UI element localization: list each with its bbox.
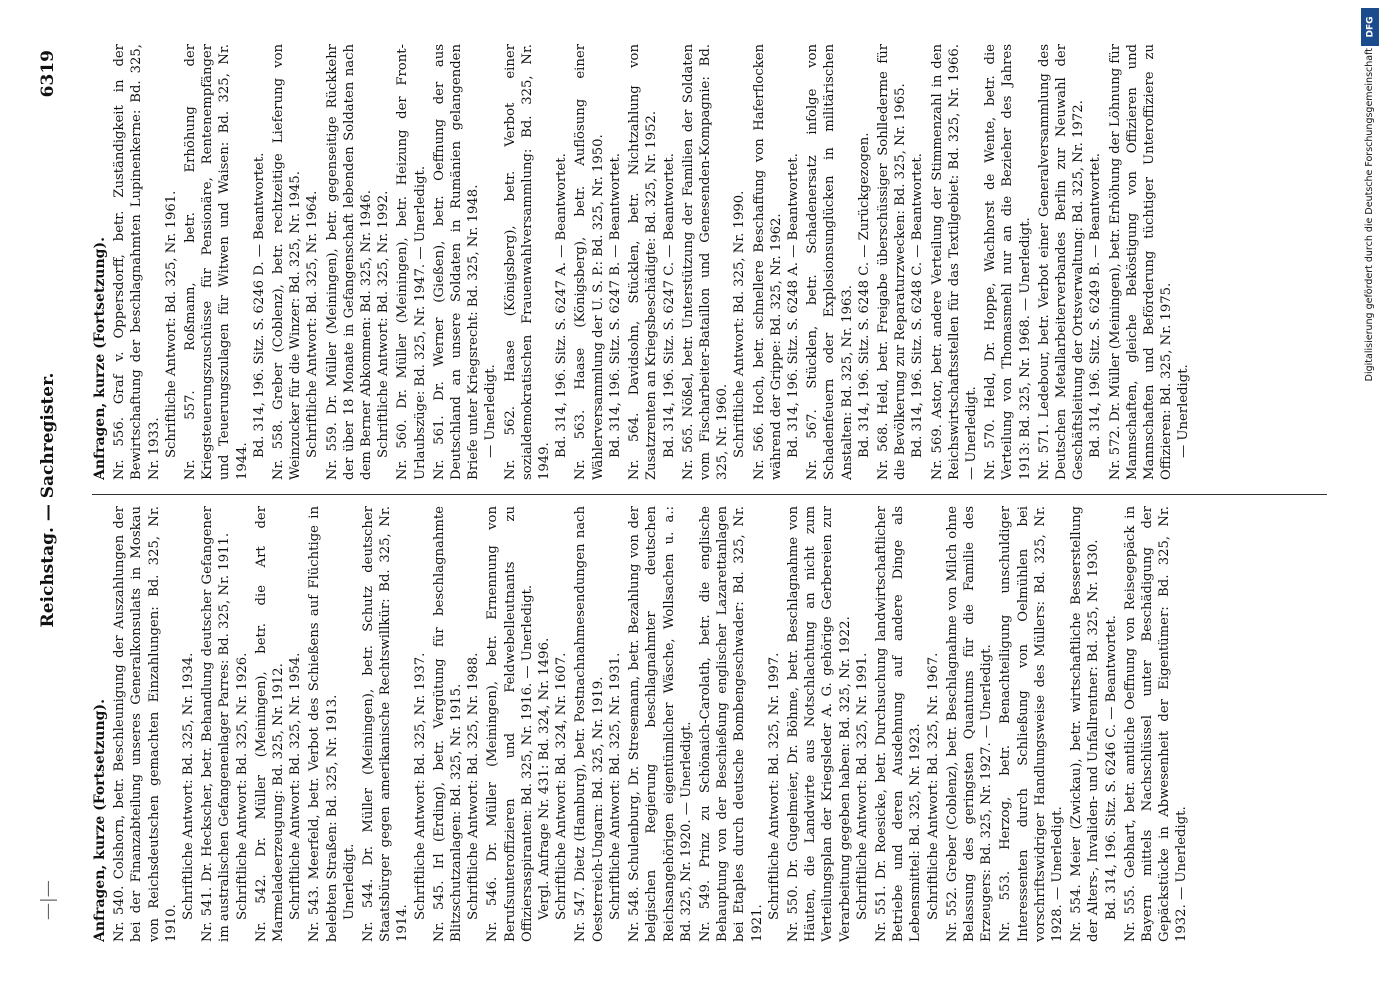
entry <box>502 44 571 480</box>
entry-text: Nr. 554. Meier (Zwickau), betr. wirtschaftliche Besserstellung der Alters-, Invaliden- und Unfallrentner: Bd. 325, Nr. 1930. <box>1069 506 1102 942</box>
entry <box>785 506 871 942</box>
entry-text: Nr. 553. Herzog, betr. Benachteiligung unschuldiger Interessenten durch Schließung von Oelmühlen bei vorschriftswidriger Handlungsweise des Müllers: Bd. 325, Nr. 1928. — Unerledigt. <box>998 506 1065 942</box>
entry-text: Nr. 559. Dr. Müller (Meiningen), betr. gegenseitige Rückkehr der über 18 Monate in Gefangenschaft lebenden Soldaten nach dem Berner Abkommen: Bd. 325, Nr. 1946. <box>324 44 375 480</box>
entry-text: Nr. 550. Dr. Gugelmeier, Dr. Böhme, betr. Beschlagnahme von Häuten, die Landwirte aus Notschlachtung an nicht zum Verteilungsplan der Kriegsleder A. G. gehörige Gerbereien zur Verarbeitung gegeben haben: Bd. 325, Nr. 1922. <box>785 506 853 942</box>
entry-text: Nr. 558. Greber (Coblenz), betr. rechtzeitige Lieferung von Weinzucker für die Winzer: Bd. 325, Nr. 1945. <box>271 44 304 480</box>
entry <box>1036 44 1105 480</box>
entry-status: — Unerledigt. <box>1176 364 1192 458</box>
entry-answer: Schriftliche Antwort: Bd. 325, Nr. 1992. <box>376 190 392 458</box>
entry <box>626 44 678 480</box>
entry-answer: Bd. 314, 196. Sitz. S. 6248 A. — Beantwortet. <box>785 153 801 458</box>
entry-text: Nr. 557. Roßmann, betr. Erhöhung der Kriegsteuerungszuschüsse für Pensionäre, Rentenempfänger und Teuerungszulagen für Witwen und Waisen: Bd. 325, Nr. 1944. <box>183 44 250 480</box>
entry <box>873 506 942 942</box>
entry <box>572 44 624 480</box>
entry-text: Nr. 546. Dr. Müller (Meiningen), betr. Ernennung von Berufsunteroffizieren und Feldwebelleutnants zu Offiziersaspiranten: Bd. 325, Nr. 1916. — Unerledigt. <box>485 506 535 942</box>
entry-answer: Schriftliche Antwort: Bd. 325, Nr. 1931. <box>607 652 623 920</box>
entry-text: Nr. 555. Gebhart, betr. amtliche Oeffnung von Reisegepäck in Bayern mittels Nachschlüssel unter Beschädigung der Gepäckstücke in Abwesenheit der Eigentümer: Bd. 325, Nr. 1932. — Unerledigt. <box>1122 506 1190 942</box>
entry <box>1068 506 1120 942</box>
entry-ref: Vergl. Anfrage Nr. 431: Bd. 324, Nr. 1496. <box>537 637 553 920</box>
entry-answer: Bd. 314, 196. Sitz. S. 6249 B. — Beantwortet. <box>1088 153 1104 458</box>
entry <box>253 506 305 942</box>
entry-text: Nr. 567. Stücklen, betr. Schadenersatz infolge von Schadenfeuern oder Explosionsunglücken in militärischen Anstalten: Bd. 325, Nr. 1963. <box>805 44 855 480</box>
entry <box>1122 506 1191 942</box>
entry-answer: Schriftliche Antwort: Bd. 325, Nr. 1937. <box>412 652 428 920</box>
entry <box>360 506 429 942</box>
entry-text: Nr. 556. Graf v. Oppersdorff, betr. Zuständigkeit in der Bewirtschaftung der beschlagnahmten Lupinenkerne: Bd. 325, Nr. 1933. <box>112 44 162 480</box>
entry <box>751 44 803 480</box>
entry-status: Unerledigt. <box>341 843 357 920</box>
entry <box>199 506 251 942</box>
entry <box>484 506 570 942</box>
entry-answer: Schriftliche Antwort: Bd. 325, Nr. 1934. <box>181 652 197 920</box>
entry-answer: Bd. 314, 196. Sitz. S. 6246 D. — Beantwortet. <box>251 152 267 458</box>
page-number: 6319 <box>38 50 58 98</box>
entry-answer: Bd. 314, 196. Sitz. S. 6246 C. — Beantwortet. <box>1103 615 1119 920</box>
margin-mark: —|— <box>38 880 58 920</box>
entry <box>572 506 624 942</box>
entry-list <box>111 44 1192 480</box>
entry-answer: Schriftliche Antwort: Bd. 324, Nr. 1607. <box>554 652 570 920</box>
entry-text: Nr. 548. Schulenburg, Dr. Stresemann, betr. Bezahlung von der belgischen Regierung beschlagnahmter deutschen Reichsangehörigen eigentümlicher Wäsche, Wollsachen u. a.: Bd. 325, Nr. 1920. — Unerledigt. <box>627 506 694 942</box>
dfg-logo <box>1361 8 1379 46</box>
entry-answer: Schriftliche Antwort: Bd. 325, Nr. 1964. <box>305 190 321 458</box>
entry-text: Nr. 568. Held, betr. Freigabe überschüssiger Sohllederme für die Bevölkerung zur Reparaturzwecken: Bd. 325, Nr. 1965. <box>875 44 909 480</box>
left-column <box>92 506 1342 942</box>
entry <box>431 506 483 942</box>
entry-status: — Unerledigt. <box>483 364 499 458</box>
entry-text: Nr. 543. Meerfeld, betr. Verbot des Schießens auf Flüchtige in belebten Straßen: Bd. 325, Nr. 1913. <box>307 506 340 942</box>
entry <box>875 44 927 480</box>
entry-text: Nr. 542. Dr. Müller (Meiningen), betr. die Art der Marmeladeerzeugung: Bd. 325, Nr. 1912. <box>253 506 287 942</box>
entry <box>394 44 428 480</box>
entry-text: Nr. 563. Haase (Königsberg), betr. Auflösung einer Wählerversammlung der U. S. P.: Bd. 325, Nr. 1950. <box>573 44 606 480</box>
entry-text: Nr. 551. Dr. Roesicke, betr. Durchsuchung landwirtschaftlicher Betriebe und deren Ausdehnung auf andere Dinge als Lebensmittel: Bd. 325, Nr. 1923. <box>873 506 924 942</box>
entry-answer: Bd. 314, 196. Sitz. S. 6247 B. — Beantwortet. <box>607 153 623 458</box>
entry-text: Nr. 549. Prinz zu Schönaich-Carolath, betr. die englische Behauptung von der Beschießung englischer Lazarettanlagen bei Etaples durch deutsche Bombengeschwader: Bd. 325, Nr. 1921. <box>697 506 765 942</box>
entry <box>111 44 180 480</box>
entry <box>111 506 197 942</box>
digitization-text: Digitalisierung gefördert durch die Deutsche Forschungsgemeinschaft <box>1364 48 1375 382</box>
entry-answer: Bd. 314, 196. Sitz. S. 6247 C. — Beantwortet. <box>661 153 677 458</box>
entry <box>680 44 749 480</box>
entry-answer: Bd. 314, 196. Sitz. S. 6248 C. — Zurückgezogen. <box>856 132 872 458</box>
entry <box>1107 44 1193 480</box>
entry-text: Nr. 540. Colshorn, betr. Beschleunigung der Auszahlungen der bei der Finanzabteilung unseres Generalkonsulats in Moskau von Reichsdeutschen gemachten Einzahlungen: Bd. 325, Nr. 1910. <box>112 506 179 942</box>
entry-text: Nr. 564. Davidsohn, Stücklen, betr. Nichtzahlung von Zusatzrenten an Kriegsbeschädigte: Bd. 325, Nr. 1952. <box>627 44 660 480</box>
entry-text: Nr. 570. Held, Dr. Hoppe, Wachhorst de Wente, betr. die Verteilung von Thomasmehl nur an die Bezieher des Jahres 1913: Bd. 325, Nr. 1968. — Unerledigt. <box>983 44 1033 480</box>
entry-text: Nr. 565. Nößel, betr. Unterstützung der Familien der Soldaten vom Fischarbeiter-Bataillon und Genesenden-Kompagnie: Bd. 325, Nr. 1960. <box>680 44 731 480</box>
entry <box>626 506 695 942</box>
column-heading: Anfragen, kurze (Fortsetzung). <box>92 237 108 480</box>
entry-text: Nr. 547. Dietz (Hamburg), betr. Postnachnahmesendungen nach Oesterreich-Ungarn: Bd. 325, Nr. 1919. <box>573 506 606 942</box>
digitization-note <box>1363 0 1377 1000</box>
entry-list <box>111 506 1190 942</box>
column-divider <box>92 494 1327 495</box>
entry <box>182 44 268 480</box>
entry-answer: Schriftliche Antwort: Bd. 325, Nr. 1991. <box>854 652 870 920</box>
entry-text: Nr. 561. Dr. Werner (Gießen), betr. Oeffnung der aus Deutschland an unsere Soldaten in Rumänien gelangenden Briefe unter Kriegsrecht: Bd. 325, Nr. 1948. <box>431 44 482 480</box>
entry-text: Nr. 569. Astor, betr. andere Verteilung der Stimmenzahl in den Reichswirtschaftsstellen für das Textilgebiet: Bd. 325, Nr. 1966. — Unerledigt. <box>929 44 979 480</box>
entry-answer: Schriftliche Antwort: Bd. 325, Nr. 1997. <box>766 652 782 920</box>
entry <box>804 44 873 480</box>
entry-answer: Schriftliche Antwort: Bd. 325, Nr. 1990. <box>732 190 748 458</box>
page-header <box>38 40 72 960</box>
entry <box>997 506 1066 942</box>
right-column <box>92 44 1342 480</box>
entry-text: Nr. 572. Dr. Müller (Meiningen), betr. Erhöhung der Löhnung für Mannschaften, gleiche Beköstigung von Offizieren und Mannschaften und Beförderung tüchtiger Unteroffiziere zu Offizieren: Bd. 325, Nr. 1975. <box>1107 44 1175 480</box>
entry-text: Nr. 552. Greber (Coblenz), betr. Beschlagnahme von Milch ohne Belassung des geringsten Quantums für die Familie des Erzeugers: Bd. 325, Nr. 1927. — Unerledigt. <box>944 506 995 942</box>
entry-answer: Schriftliche Antwort: Bd. 325, Nr. 1967. <box>925 652 941 920</box>
entry-answer: Bd. 314, 196. Sitz. S. 6248 C. — Beantwortet. <box>910 153 926 458</box>
entry-answer: Bd. 314, 196. Sitz. S. 6247 A. — Beantwortet. <box>554 153 570 458</box>
entry <box>697 506 783 942</box>
entry-text: Nr. 544. Dr. Müller (Meiningen), betr. Schutz deutscher Staatsbürger gegen amerikanische Rechtswillkür: Bd. 325, Nr. 1914. <box>361 506 411 942</box>
entry <box>306 506 358 942</box>
entry <box>929 44 981 480</box>
page-title: Reichstag. — Sachregister. <box>38 372 58 628</box>
entry <box>324 44 393 480</box>
entry <box>431 44 500 480</box>
entry-text: Nr. 571. Ledebour, betr. Verbot einer Generalversammlung des Deutschen Metallarbeiterverbandes Berlin zur Neuwahl der Geschäftsleitung der Ortsverwaltung: Bd. 325, Nr. 1972. <box>1036 44 1087 480</box>
entry <box>944 506 996 942</box>
column-heading: Anfragen, kurze (Fortsetzung). <box>92 699 108 942</box>
entry-text: Nr. 541. Dr. Heckscher, betr. Behandlung deutscher Gefangener im australischen Gefangenenlager Parres: Bd. 325, Nr. 1911. <box>200 506 233 942</box>
entry-answer: Schriftliche Antwort: Bd. 325, Nr. 1988. <box>466 652 482 920</box>
entry-text: Nr. 545. Irl (Erding), betr. Vergütung für beschlagnahmte Blitzschutzanlagen: Bd. 325, Nr. 1915. <box>431 506 465 942</box>
dfg-logo-text: DFG <box>1365 16 1376 38</box>
entry-answer: Schriftliche Antwort: Bd. 325, Nr. 1954. <box>288 652 304 920</box>
entry-text: Nr. 562. Haase (Königsberg), betr. Verbot einer sozialdemokratischen Frauenwahlversammlung: Bd. 325, Nr. 1949. <box>502 44 553 480</box>
entry-text: Nr. 566. Hoch, betr. schnellere Beschaffung von Haferflocken während der Grippe: Bd. 325, Nr. 1962. <box>751 44 784 480</box>
entry <box>270 44 322 480</box>
entry-text: Nr. 560. Dr. Müller (Meiningen), betr. Heizung der Front-Urlaubszüge: Bd. 325, Nr. 1947. — Unerledigt. <box>395 44 428 480</box>
entry <box>982 44 1034 480</box>
entry-answer: Schriftliche Antwort: Bd. 325, Nr. 1926. <box>234 652 250 920</box>
entry-answer: Schriftliche Antwort: Bd. 325, Nr. 1961. <box>163 190 179 458</box>
